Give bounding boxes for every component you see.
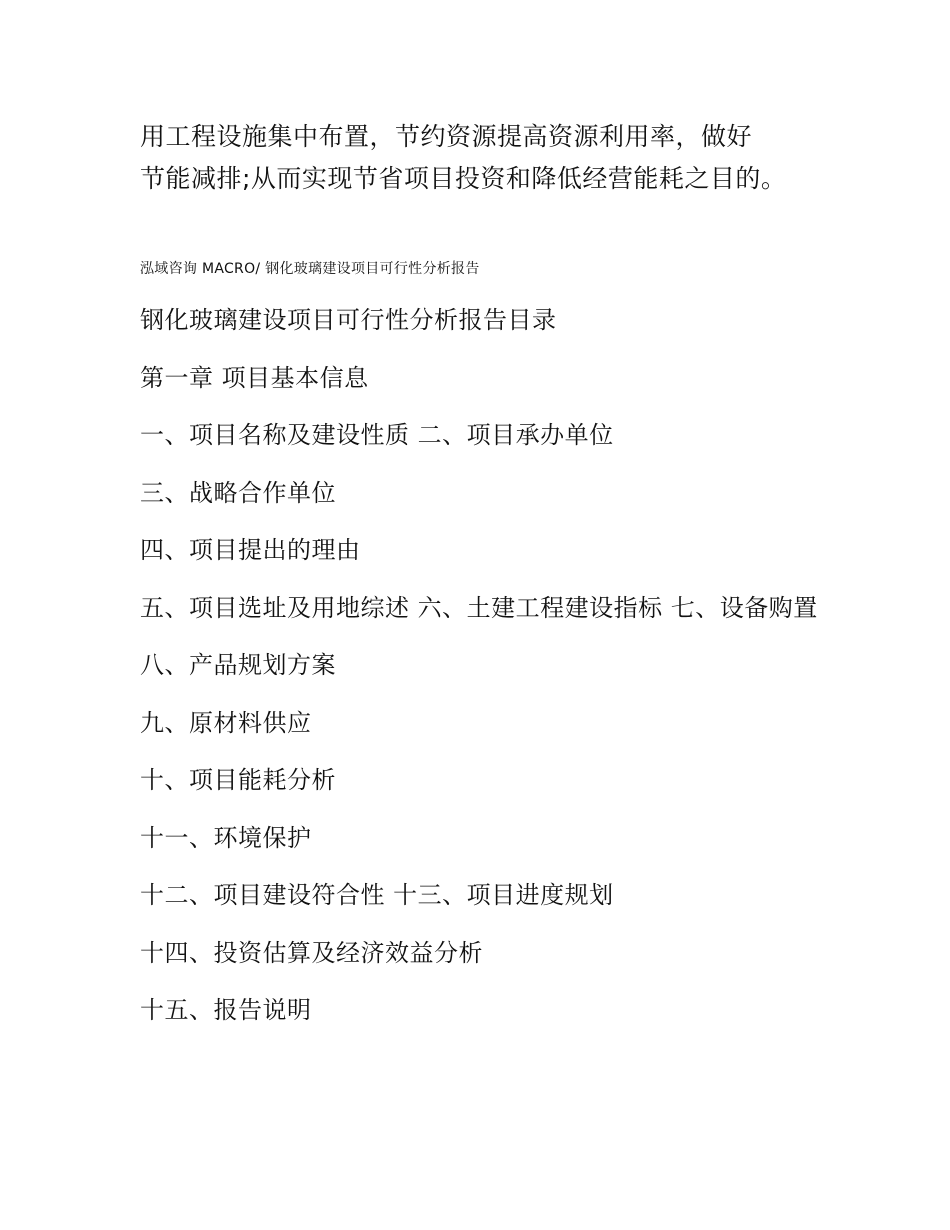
toc-item: 第一章 项目基本信息 [140,363,369,392]
intro-paragraph [140,116,830,200]
toc-title: 钢化玻璃建设项目可行性分析报告目录 [140,306,557,334]
intro-line-2: 节能减排;从而实现节省项目投资和降低经营能耗之目的。 [140,164,787,193]
toc-item: 九、原材料供应 [140,708,312,737]
toc-item: 五、项目选址及用地综述 六、土建工程建设指标 七、设备购置 [140,593,818,622]
intro-line-1: 用工程设施集中布置，节约资源提高资源利用率，做好 [140,122,753,151]
table-of-contents [140,300,830,1048]
toc-item: 十四、投资估算及经济效益分析 [140,938,483,967]
toc-item: 十、项目能耗分析 [140,766,336,794]
toc-item: 一、项目名称及建设性质 二、项目承办单位 [140,421,614,449]
toc-item: 八、产品规划方案 [140,651,336,679]
toc-item: 十五、报告说明 [140,996,312,1024]
toc-item: 四、项目提出的理由 [140,536,361,564]
running-header: 泓域咨询 MACRO/ 钢化玻璃建设项目可行性分析报告 [140,261,480,277]
toc-item: 十二、项目建设符合性 十三、项目进度规划 [140,881,614,909]
toc-item: 三、战略合作单位 [140,478,336,507]
toc-item: 十一、环境保护 [140,823,312,852]
